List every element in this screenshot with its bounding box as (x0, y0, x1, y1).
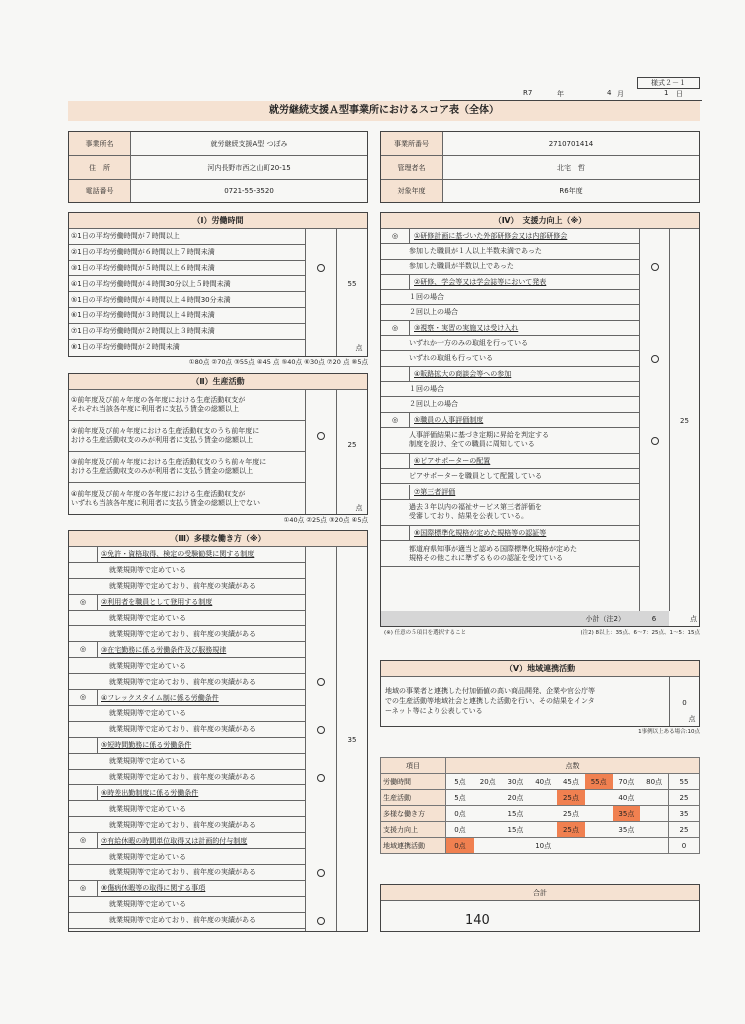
support-item (381, 229, 640, 244)
work-style-title: ⑦有給休暇の時間単位取得又は計画的付与制度 (101, 836, 248, 845)
date-year-label: 年 (557, 90, 564, 98)
section-production (68, 373, 368, 515)
score-value: 0 (682, 699, 687, 707)
summary-cell: 0点 (446, 822, 474, 838)
support-select (381, 367, 410, 381)
work-style-select (69, 738, 98, 753)
s5-note: 1事例以上ある場合:10点 (638, 729, 700, 735)
selected-mark (649, 428, 661, 454)
summary-cell: 5点 (446, 774, 474, 790)
name-label: 事業所名 (69, 132, 131, 156)
support-sub-line: 過去３年以内の福祉サービス第三者評価を (409, 503, 542, 512)
summary-cell: 25点 (557, 822, 585, 838)
summary-cell: 45点 (557, 774, 585, 790)
support-select: ◎ (381, 413, 410, 427)
unit-label: 点 (690, 614, 697, 623)
support-item (381, 485, 640, 500)
section-support (380, 212, 700, 627)
summary-row-total: 0 (669, 838, 700, 854)
section-title: （Ⅳ） 支援力向上（※） (381, 213, 699, 229)
date-month-label: 月 (617, 90, 624, 98)
summary-cell (474, 806, 502, 822)
support-title: ②研修、学会等又は学会誌等において発表 (414, 278, 547, 287)
community-text-line: での生産活動等地域社会と連携した活動を行い、その結果をインタ (385, 697, 595, 705)
unit-label: 点 (688, 715, 696, 723)
score-value: 35 (347, 735, 357, 744)
summary-cell (529, 822, 557, 838)
support-item (381, 367, 640, 382)
address-label: 住 所 (69, 156, 131, 180)
summary-cell (557, 838, 585, 854)
support-sub-line: ピアサポーターを職員として配置している (409, 471, 542, 480)
work-style-item (69, 881, 306, 897)
support-sub-line: １回の場合 (409, 292, 444, 301)
info-left (68, 131, 368, 203)
summary-cell (585, 822, 613, 838)
score-value: 55 (347, 279, 357, 288)
production-option (69, 452, 306, 483)
work-style-sub: 就業規則等で定めている (69, 706, 306, 722)
page-title: 就労継続支援Ａ型事業所におけるスコア表（全体） (68, 101, 700, 121)
production-option-line: おける生産活動収支のみが利用者に支払う賃金の総額以上 (71, 467, 253, 475)
work-style-title: ⑤短時間勤務に係る労働条件 (101, 741, 192, 750)
summary-cell: 0点 (446, 806, 474, 822)
support-item (381, 454, 640, 469)
work-style-title: ④フレックスタイム制に係る労働条件 (101, 693, 219, 702)
summary-header-row (381, 758, 700, 774)
support-select (381, 526, 410, 540)
work-style-select: ◎ (69, 690, 98, 705)
year-label: 対象年度 (381, 180, 443, 202)
support-select (381, 485, 410, 499)
summary-cell (474, 822, 502, 838)
support-item (381, 526, 640, 541)
summary-cell (640, 822, 668, 838)
summary-cell: 15点 (502, 806, 530, 822)
support-select: ◎ (381, 229, 410, 243)
phone-value: 0721-55-3520 (224, 187, 274, 195)
support-sub-line: 受審しており、結果を公表している。 (409, 512, 528, 521)
hours-option: ⑧1日の平均労働時間が２時間未満 (69, 340, 306, 356)
production-option-line: ③前年度及び前々年度における生産活動収支のうち前々年度に (71, 458, 267, 466)
summary-cell (529, 806, 557, 822)
summary-row-total: 25 (669, 822, 700, 838)
summary-cell: 5点 (446, 790, 474, 806)
work-style-item (69, 595, 306, 611)
work-style-title: ②利用者を職員として登用する制度 (101, 598, 213, 607)
summary-row-name: 地域連携活動 (381, 838, 446, 854)
support-sub (381, 351, 640, 366)
support-sub-line: ２回以上の場合 (409, 399, 458, 408)
work-style-select: ◎ (69, 595, 98, 610)
summary-row (381, 838, 700, 854)
summary-cell (474, 838, 502, 854)
summary-table (380, 757, 700, 854)
community-text-line: 地域の事業者と連携した付加価値の高い商品開発、企業や官公庁等 (385, 687, 595, 695)
section-title: （Ⅴ）地域連携活動 (381, 661, 699, 677)
support-sub (381, 336, 640, 351)
work-style-sub: 就業規則等で定めており、前年度の実績がある (69, 770, 306, 786)
selected-mark (315, 865, 327, 881)
support-select: ◎ (381, 321, 410, 335)
date-day-label: 日 (676, 90, 683, 98)
work-style-item (69, 690, 306, 706)
summary-cell: 25点 (557, 790, 585, 806)
s4-note-right: (注2) 8以上：35点、6～7：25点、1～5：15点 (580, 630, 700, 636)
summary-cell (502, 838, 530, 854)
production-option-line: ①前年度及び前々年度の各年度における生産活動収支が (71, 396, 246, 404)
summary-cell: 80点 (640, 774, 668, 790)
summary-cell: 40点 (613, 790, 641, 806)
work-style-select: ◎ (69, 642, 98, 657)
total-value: 140 (465, 913, 490, 928)
work-style-sub: 就業規則等で定めている (69, 658, 306, 674)
work-style-select: ◎ (69, 833, 98, 848)
support-sub (381, 260, 640, 275)
support-select (381, 275, 410, 289)
work-style-sub: 就業規則等で定めており、前年度の実績がある (69, 579, 306, 595)
support-sub (381, 382, 640, 397)
production-option-line: おける生産活動収支のみが利用者に支払う賃金の総額以上 (71, 436, 253, 444)
number-value: 2710701414 (443, 132, 699, 156)
summary-cell (585, 838, 613, 854)
selected-mark (649, 260, 661, 275)
support-sub-line: 制度を設け、全ての職員に周知している (409, 440, 535, 449)
support-sub-line: ２回以上の場合 (409, 308, 458, 317)
support-title: ③視察・実習の実施又は受け入れ (414, 323, 519, 332)
work-style-sub: 就業規則等で定めており、前年度の実績がある (69, 722, 306, 738)
section-work-styles (68, 530, 368, 932)
production-option (69, 390, 306, 421)
summary-row-total: 55 (669, 774, 700, 790)
info-right (380, 131, 700, 203)
summary-row-name: 労働時間 (381, 774, 446, 790)
support-sub-line: いずれの取組も行っている (409, 354, 493, 363)
work-style-title: ③在宅勤務に係る労働条件及び服務規律 (101, 645, 227, 654)
section-community (380, 660, 700, 727)
work-style-sub: 就業規則等で定めており、前年度の実績がある (69, 913, 306, 929)
work-style-sub: 就業規則等で定めており、前年度の実績がある (69, 627, 306, 643)
summary-cell (613, 838, 641, 854)
number-label: 事業所番号 (381, 132, 443, 156)
manager-label: 管理者名 (381, 156, 443, 180)
work-style-sub: 就業規則等で定めている (69, 801, 306, 817)
work-style-title: ⑧傷病休暇等の取得に関する事項 (101, 884, 206, 893)
hours-option: ⑥1日の平均労働時間が３時間以上４時間未満 (69, 308, 306, 324)
work-style-select (69, 547, 98, 562)
unit-label: 点 (355, 504, 363, 512)
name-value: 就労継続支援A型 つぼみ (131, 132, 367, 156)
hours-option: ④1日の平均労働時間が４時間30分以上５時間未満 (69, 276, 306, 292)
work-style-sub: 就業規則等で定めている (69, 563, 306, 579)
summary-cell: 30点 (502, 774, 530, 790)
section-title: （Ⅱ）生産活動 (69, 374, 367, 390)
summary-row-name: 支援力向上 (381, 822, 446, 838)
work-style-sub: 就業規則等で定めている (69, 849, 306, 865)
work-style-sub: 就業規則等で定めている (69, 897, 306, 913)
summary-row (381, 774, 700, 790)
summary-header-item: 項目 (381, 758, 446, 774)
date-line (440, 89, 702, 101)
support-title: ⑦第三者評価 (414, 487, 456, 496)
work-style-item (69, 738, 306, 754)
support-sub-line: 参加した職員が半数以上であった (409, 262, 514, 271)
unit-label: 点 (355, 344, 363, 352)
support-sub-line: いずれか一方のみの取組を行っている (409, 338, 528, 347)
selected-mark (315, 913, 327, 929)
hours-option: ②1日の平均労働時間が６時間以上７時間未満 (69, 245, 306, 261)
selected-mark (315, 430, 327, 442)
support-sub (381, 306, 640, 321)
summary-cell: 55点 (585, 774, 613, 790)
summary-row (381, 822, 700, 838)
s1-footnote: ①80点 ②70点 ③55点 ④45 点 ⑤40点 ⑥30点 ⑦20 点 ⑧5点 (188, 358, 368, 366)
support-title: ⑤職員の人事評価制度 (414, 415, 484, 424)
support-sub (381, 397, 640, 412)
s4-note-left: (※) 任意の５項目を選択すること (384, 630, 467, 636)
support-sub-line: 参加した職員が１人以上半数未満であった (409, 246, 542, 255)
support-sub-line: 人事評価結果に基づき定期に昇給を判定する (409, 431, 549, 440)
work-style-select (69, 786, 98, 801)
work-style-title: ⑥時差出勤制度に係る労働条件 (101, 788, 199, 797)
summary-cell: 10点 (529, 838, 557, 854)
production-option (69, 483, 306, 514)
support-title: ①研修計画に基づいた外部研修会又は内部研修会 (414, 232, 568, 241)
hours-option: ⑦1日の平均労働時間が２時間以上３時間未満 (69, 324, 306, 340)
manager-value: 北宅 哲 (443, 156, 699, 180)
production-option-line: いずれも当該各年度に利用者に支払う賃金の総額以上でない (71, 498, 260, 507)
community-text (385, 686, 595, 716)
date-month: 4 (607, 89, 612, 97)
production-option-line: ②前年度及び前々年度における生産活動収支のうち前年度に (71, 427, 260, 435)
support-sub (381, 244, 640, 259)
support-sub-line: 都道府県知事が適当と認める国際標準化規格が定めた (409, 544, 577, 553)
support-title: ⑧国際標準化規格が定めた規格等の認証等 (414, 528, 547, 537)
date-day: 1 (664, 89, 669, 97)
support-sub (381, 541, 640, 567)
work-style-select: ◎ (69, 881, 98, 896)
work-style-sub: 就業規則等で定めている (69, 611, 306, 627)
support-item (381, 321, 640, 336)
date-era: R7 (523, 89, 533, 97)
production-option (69, 421, 306, 452)
production-option-line: ④前年度及び前々年度の各年度における生産活動収支が (71, 489, 246, 498)
hours-option: ⑤1日の平均労働時間が４時間以上４時間30分未満 (69, 292, 306, 308)
summary-cell (640, 790, 668, 806)
support-sub-line: 規格その他これに準ずるものの認証を受けている (409, 553, 563, 562)
subtotal-value: 6 (639, 611, 669, 626)
summary-header-points: 点数 (446, 758, 700, 774)
support-sub (381, 500, 640, 526)
subtotal-label: 小計（注2） (381, 611, 639, 626)
hours-option: ①1日の平均労働時間が７時間以上 (69, 229, 306, 245)
work-style-title: ①免許・資格取得、検定の受験勧奨に関する制度 (101, 550, 255, 559)
selected-mark (315, 674, 327, 690)
community-text-line: ーネット等により公表している (385, 707, 483, 715)
summary-row-name: 生産活動 (381, 790, 446, 806)
work-style-sub: 就業規則等で定めている (69, 754, 306, 770)
summary-cell: 40点 (529, 774, 557, 790)
support-sub (381, 290, 640, 305)
summary-cell: 25点 (557, 806, 585, 822)
year-value: R6年度 (559, 187, 583, 195)
work-style-item (69, 642, 306, 658)
summary-row (381, 790, 700, 806)
summary-cell (474, 790, 502, 806)
section-working-hours (68, 212, 368, 357)
summary-cell (585, 790, 613, 806)
hours-option: ③1日の平均労働時間が５時間以上６時間未満 (69, 261, 306, 277)
summary-row-total: 35 (669, 806, 700, 822)
s2-footnote: ①40点 ②25点 ③20点 ④5点 (283, 516, 368, 524)
summary-cell: 15点 (502, 822, 530, 838)
summary-cell: 0点 (446, 838, 474, 854)
selected-mark (649, 351, 661, 366)
support-sub-line: １回の場合 (409, 384, 444, 393)
production-option-line: それぞれ当該各年度に利用者に支払う賃金の総額以上 (71, 405, 239, 413)
summary-cell (529, 790, 557, 806)
phone-label: 電話番号 (69, 180, 131, 202)
work-style-sub: 就業規則等で定めており、前年度の実績がある (69, 865, 306, 881)
summary-row-total: 25 (669, 790, 700, 806)
score-value: 25 (680, 416, 689, 425)
support-title: ④販路拡大の商談会等への参加 (414, 369, 512, 378)
summary-cell: 70点 (613, 774, 641, 790)
total-box (380, 884, 700, 932)
score-value: 25 (347, 440, 357, 449)
support-sub (381, 469, 640, 484)
work-style-item (69, 833, 306, 849)
section-title: （Ⅲ）多様な働き方（※） (69, 531, 367, 547)
support-select (381, 454, 410, 468)
summary-cell (640, 838, 668, 854)
summary-cell: 20点 (502, 790, 530, 806)
work-style-sub: 就業規則等で定めており、前年度の実績がある (69, 674, 306, 690)
summary-row-name: 多様な働き方 (381, 806, 446, 822)
work-style-item (69, 786, 306, 802)
support-title: ⑥ピアサポーターの配置 (414, 457, 491, 466)
total-label: 合計 (381, 885, 699, 901)
selected-mark (315, 770, 327, 786)
summary-cell: 20点 (474, 774, 502, 790)
work-style-item (69, 547, 306, 563)
support-item (381, 275, 640, 290)
summary-cell: 35点 (613, 806, 641, 822)
summary-cell: 35点 (613, 822, 641, 838)
selected-mark (315, 261, 327, 274)
support-item (381, 413, 640, 428)
form-code: 様式２－１ (637, 77, 700, 89)
summary-cell (585, 806, 613, 822)
address-value: 河内長野市西之山町20-15 (131, 156, 367, 180)
summary-row (381, 806, 700, 822)
work-style-sub: 就業規則等で定めており、前年度の実績がある (69, 817, 306, 833)
selected-mark (315, 722, 327, 738)
support-sub (381, 428, 640, 454)
summary-cell (640, 806, 668, 822)
section-title: （Ⅰ）労働時間 (69, 213, 367, 229)
